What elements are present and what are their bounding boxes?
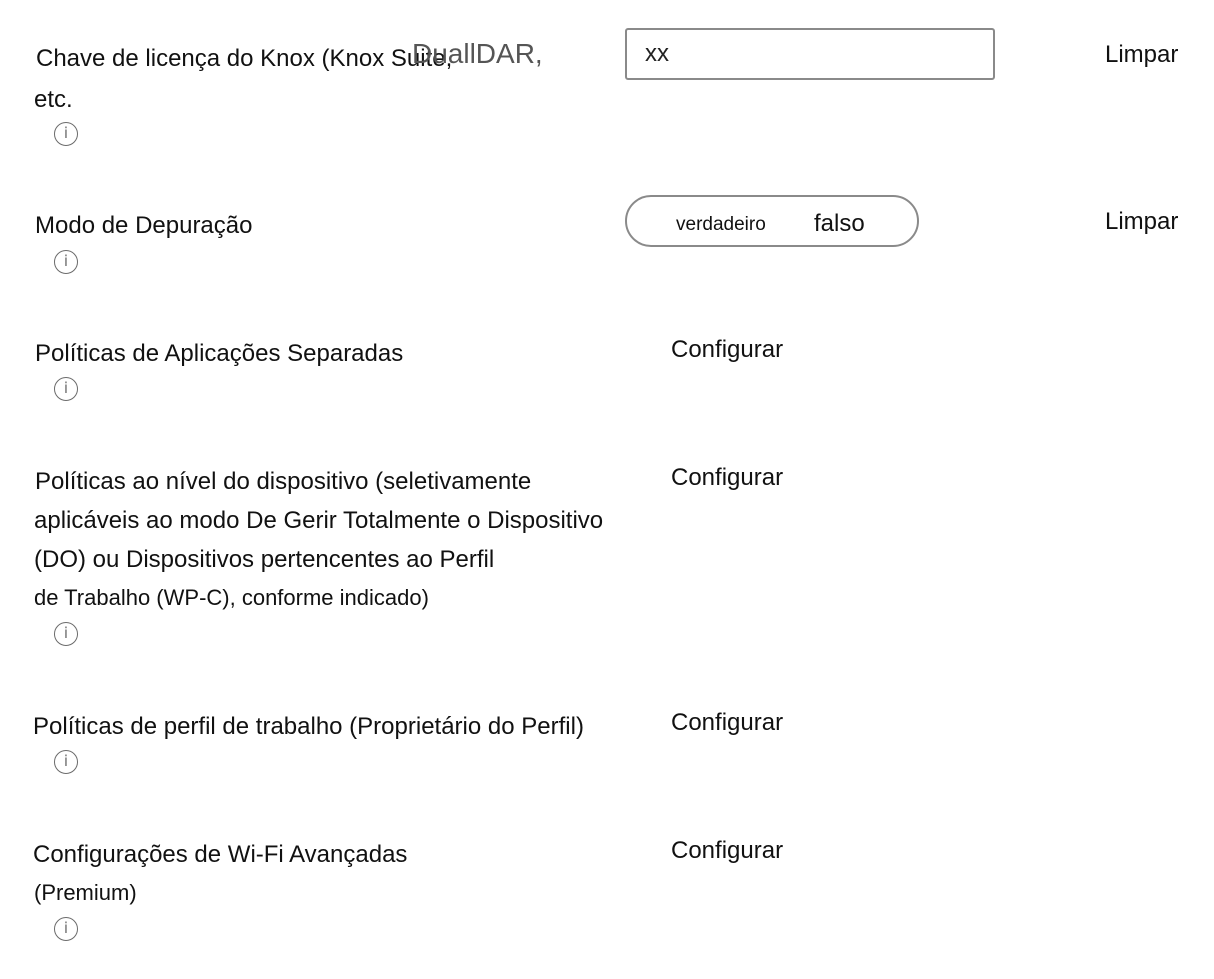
knox-license-key-input[interactable] xyxy=(625,28,995,80)
knox-license-label-line-2: etc. xyxy=(34,86,73,113)
device-wide-policies-label-line-2: aplicáveis ao modo De Gerir Totalmente o Dispositivo xyxy=(34,507,604,534)
debug-mode-label: Modo de Depuração xyxy=(35,212,253,239)
configure-device-wide-policies-button[interactable]: Configurar xyxy=(671,464,784,491)
configure-separated-apps-button[interactable]: Configurar xyxy=(671,336,784,363)
toggle-option-false[interactable]: falso xyxy=(814,210,865,237)
configure-work-profile-policies-button[interactable]: Configurar xyxy=(671,709,784,736)
overlay-ghost-text: DuallDAR, xyxy=(412,38,543,69)
clear-debug-mode-button[interactable]: Limpar xyxy=(1105,208,1179,235)
info-icon[interactable]: i xyxy=(54,377,78,401)
info-icon[interactable]: i xyxy=(54,917,78,941)
device-wide-policies-label-line-3: (DO) ou Dispositivos pertencentes ao Perfil xyxy=(34,546,495,573)
toggle-option-true[interactable]: verdadeiro xyxy=(676,214,766,235)
info-icon[interactable]: i xyxy=(54,250,78,274)
clear-knox-license-button[interactable]: Limpar xyxy=(1105,41,1179,68)
info-icon[interactable]: i xyxy=(54,122,78,146)
debug-mode-toggle[interactable] xyxy=(625,195,919,247)
device-wide-policies-label-line-4: de Trabalho (WP-C), conforme indicado) xyxy=(34,585,429,610)
configure-advanced-wifi-button[interactable]: Configurar xyxy=(671,837,784,864)
work-profile-policies-label: Políticas de perfil de trabalho (Proprietário do Perfil) xyxy=(33,713,584,740)
device-wide-policies-label-line-1: Políticas ao nível do dispositivo (seletivamente xyxy=(35,468,532,495)
knox-license-label-line-1: Chave de licença do Knox (Knox Suite, xyxy=(36,45,453,72)
info-icon[interactable]: i xyxy=(54,750,78,774)
advanced-wifi-label-line-1: Configurações de Wi-Fi Avançadas xyxy=(33,841,408,868)
info-icon[interactable]: i xyxy=(54,622,78,646)
separated-apps-policies-label: Políticas de Aplicações Separadas xyxy=(35,340,404,367)
advanced-wifi-label-line-2: (Premium) xyxy=(34,880,137,905)
